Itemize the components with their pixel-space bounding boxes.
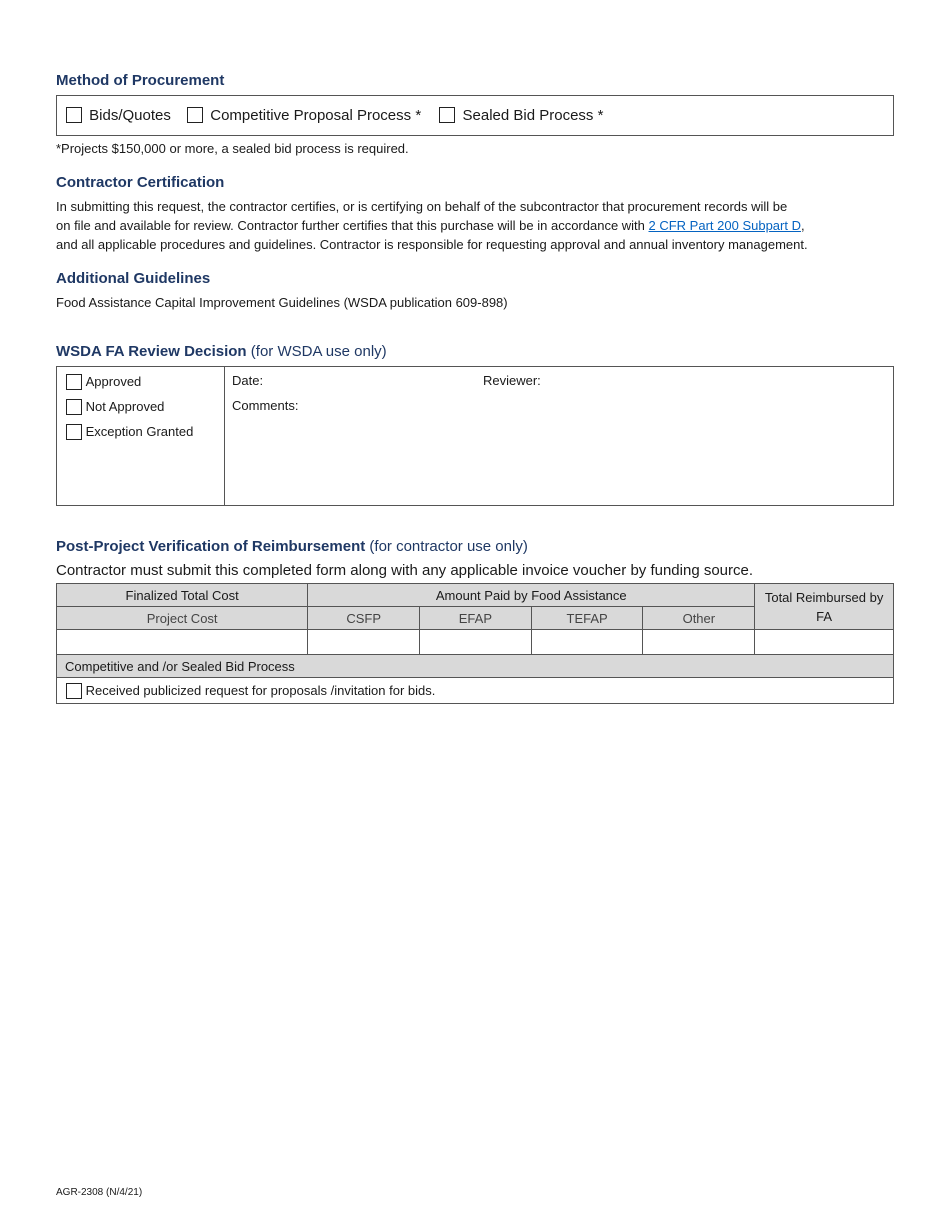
review-heading-sub: (for WSDA use only): [250, 343, 387, 360]
procurement-options-box: [56, 95, 894, 136]
post-heading-title: Post-Project Verification of Reimbursement: [56, 538, 366, 555]
other-input[interactable]: [643, 630, 755, 655]
tefap-header: TEFAP: [531, 607, 643, 630]
review-heading: [56, 343, 387, 360]
sealed-bid-checkbox[interactable]: [439, 107, 455, 123]
amount-paid-header: Amount Paid by Food Assistance: [308, 584, 755, 607]
bids-quotes-checkbox[interactable]: [66, 107, 82, 123]
efap-header: EFAP: [420, 607, 532, 630]
review-divider: [224, 367, 225, 505]
publicized-request-checkbox[interactable]: [66, 683, 82, 699]
procurement-footnote: *Projects $150,000 or more, a sealed bid process is required.: [56, 141, 409, 156]
efap-input[interactable]: [420, 630, 532, 655]
post-heading-sub: (for contractor use only): [369, 538, 528, 555]
total-reimbursed-header: Total Reimbursed by FA: [755, 584, 894, 630]
post-instruction: Contractor must submit this completed form along with any applicable invoice voucher by funding source.: [56, 562, 754, 579]
reimbursement-table: [56, 583, 894, 704]
project-cost-input[interactable]: [57, 630, 308, 655]
tefap-input[interactable]: [531, 630, 643, 655]
finalized-total-cost-header: Finalized Total Cost: [57, 584, 308, 607]
approved-label: Approved: [85, 374, 142, 390]
bid-process-section-label: Competitive and /or Sealed Bid Process: [57, 655, 894, 678]
not-approved-checkbox[interactable]: [66, 399, 82, 415]
project-cost-header: Project Cost: [57, 607, 308, 630]
approved-checkbox[interactable]: [66, 374, 82, 390]
certification-text: [56, 197, 901, 254]
exception-granted-checkbox[interactable]: [66, 424, 82, 440]
certification-heading: Contractor Certification: [56, 174, 225, 191]
review-heading-title: WSDA FA Review Decision: [56, 343, 247, 360]
form-id: AGR-2308 (N/4/21): [56, 1187, 143, 1198]
certification-line-1: In submitting this request, the contractor certifies, or is certifying on behalf of the subcontractor that procurement records will be: [56, 199, 788, 214]
certification-line-2-end: ,: [800, 218, 805, 233]
certification-line-3: and all applicable procedures and guidelines. Contractor is responsible for requesting approval and annual inventory management.: [56, 237, 808, 252]
cfr-link[interactable]: 2 CFR Part 200 Subpart D: [648, 218, 801, 233]
post-heading: [56, 538, 528, 555]
competitive-proposal-checkbox[interactable]: [187, 107, 203, 123]
sealed-bid-label: Sealed Bid Process *: [462, 106, 604, 124]
not-approved-label: Not Approved: [85, 399, 165, 415]
certification-line-2-text: on file and available for review. Contractor further certifies that this purchase will be in accordance with: [56, 218, 649, 233]
reviewer-label: Reviewer:: [483, 373, 541, 388]
guidelines-heading: Additional Guidelines: [56, 270, 211, 287]
guidelines-text: Food Assistance Capital Improvement Guidelines (WSDA publication 609-898): [56, 295, 508, 310]
bids-quotes-label: Bids/Quotes: [89, 106, 171, 124]
procurement-heading: Method of Procurement: [56, 72, 225, 89]
publicized-request-label: Received publicized request for proposals /invitation for bids.: [85, 683, 436, 699]
csfp-header: CSFP: [308, 607, 420, 630]
certification-line-2: [56, 216, 901, 235]
comments-label: Comments:: [232, 398, 299, 413]
review-box: [56, 366, 894, 506]
date-label: Date:: [232, 373, 264, 388]
other-header: Other: [643, 607, 755, 630]
csfp-input[interactable]: [308, 630, 420, 655]
total-reimbursed-input[interactable]: [755, 630, 894, 655]
publicized-request-row: [57, 678, 894, 704]
exception-granted-label: Exception Granted: [85, 424, 194, 440]
competitive-proposal-label: Competitive Proposal Process *: [210, 106, 422, 124]
review-options: [66, 371, 193, 446]
